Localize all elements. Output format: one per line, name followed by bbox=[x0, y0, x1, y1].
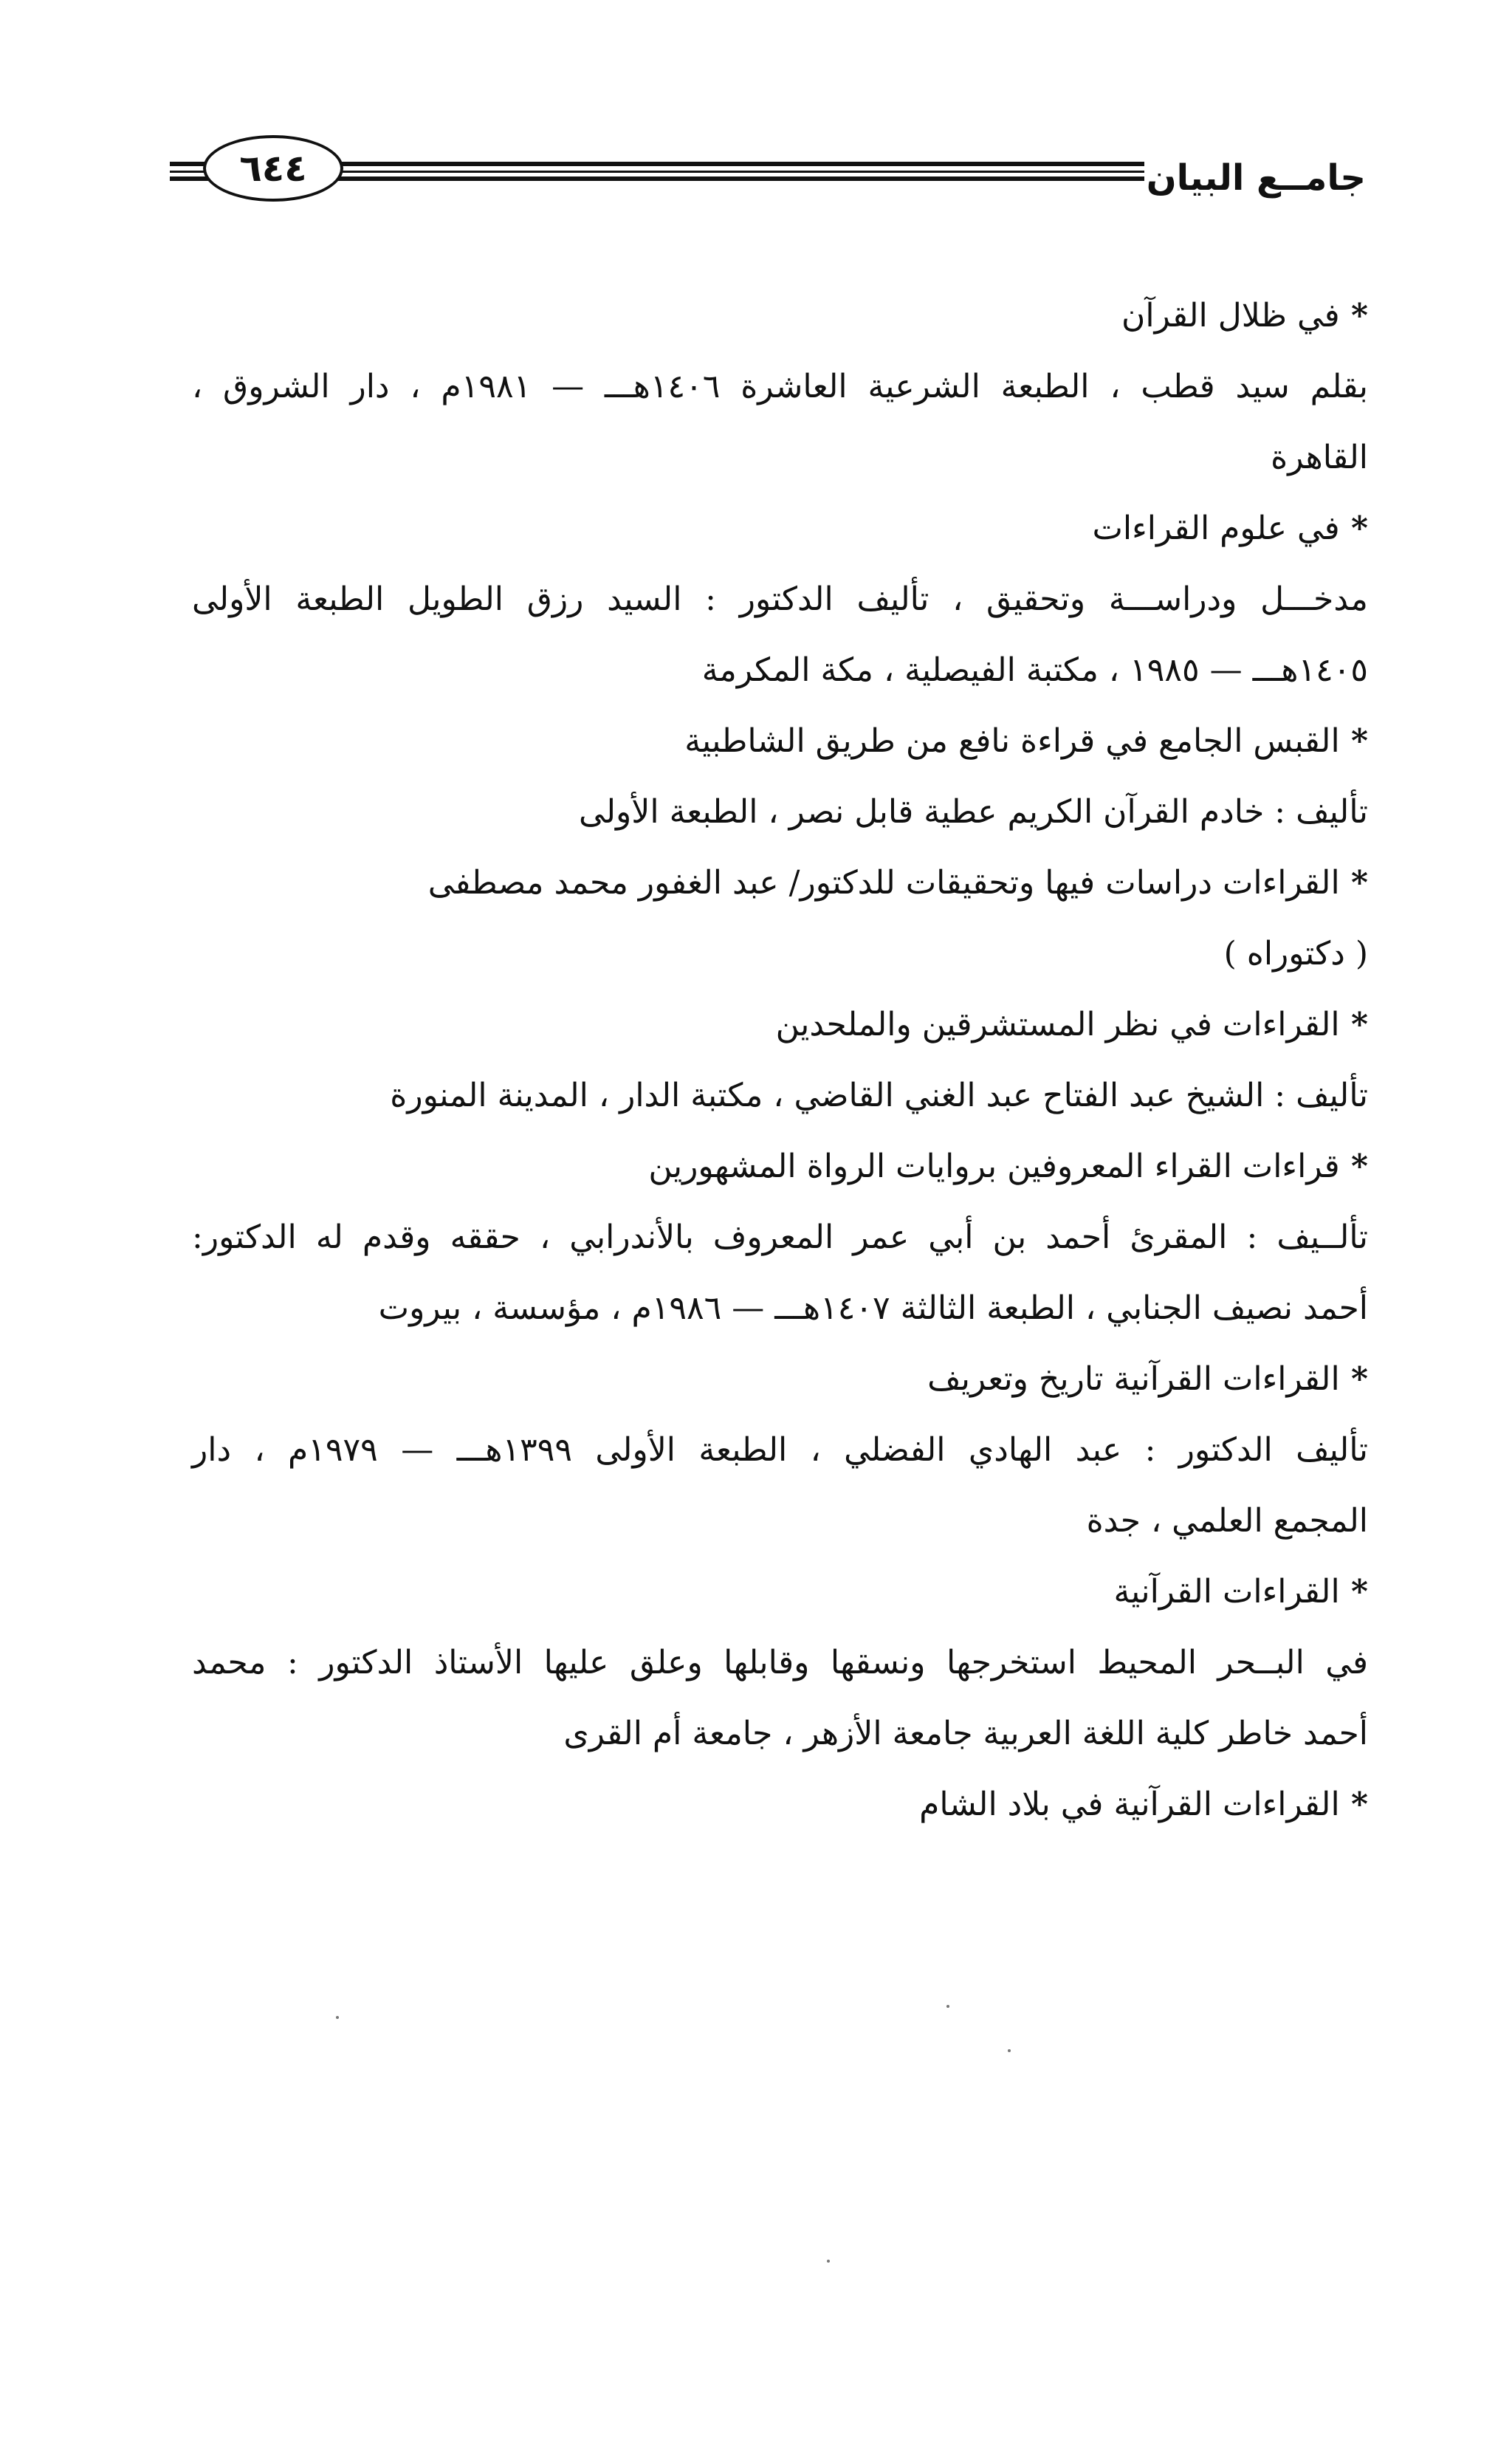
running-header bbox=[170, 129, 1366, 210]
page-number: ٦٤٤ bbox=[239, 147, 307, 190]
entry-title: * في ظلال القرآن bbox=[192, 281, 1368, 352]
entry-title: * في علوم القراءات bbox=[192, 493, 1368, 564]
entry-title: * القراءات في نظر المستشرقين والملحدين bbox=[192, 990, 1368, 1060]
entry-detail: تأليف : خادم القرآن الكريم عطية قابل نصر ، الطبعة الأولى bbox=[578, 793, 1368, 831]
scan-speck bbox=[1008, 2049, 1011, 2052]
bibliography-list bbox=[192, 281, 1368, 1840]
entry-detail: القاهرة bbox=[1271, 439, 1368, 476]
entry-title: * قراءات القراء المعروفين بروايات الرواة المشهورين bbox=[192, 1131, 1368, 1202]
scan-speck bbox=[946, 2005, 949, 2008]
entry-detail: تأليف : الشيخ عبد الفتاح عبد الغني القاضي ، مكتبة الدار ، المدينة المنورة bbox=[390, 1077, 1368, 1114]
book-title: جامــع البيان bbox=[1146, 157, 1366, 199]
entry-detail: في البــحر المحيط استخرجها ونسقها وقابلها وعلق عليها الأستاذ الدكتور : محمد bbox=[192, 1644, 1368, 1681]
entry-title: * القراءات القرآنية bbox=[192, 1557, 1368, 1628]
entry-detail: مدخـــل ودراســـة وتحقيق ، تأليف الدكتور : السيد رزق الطويل الطبعة الأولى bbox=[192, 580, 1368, 618]
entry-detail: المجمع العلمي ، جدة bbox=[1086, 1502, 1368, 1540]
entry-detail: تألــيف : المقرئ أحمد بن أبي عمر المعروف بالأندرابي ، حققه وقدم له الدكتور: bbox=[192, 1218, 1368, 1256]
entry-detail: تأليف الدكتور : عبد الهادي الفضلي ، الطبعة الأولى ١٣٩٩هـــ — ١٩٧٩م ، دار bbox=[192, 1431, 1368, 1469]
entry-title: * القراءات دراسات فيها وتحقيقات للدكتور/ عبد الغفور محمد مصطفى bbox=[192, 848, 1368, 919]
entry-detail: بقلم سيد قطب ، الطبعة الشرعية العاشرة ١٤٠٦هـــ — ١٩٨١م ، دار الشروق ، bbox=[192, 368, 1369, 405]
entry-detail: ١٤٠٥هـــ — ١٩٨٥ ، مكتبة الفيصلية ، مكة المكرمة bbox=[701, 651, 1368, 689]
entry-title: * القراءات القرآنية تاريخ وتعريف bbox=[192, 1344, 1368, 1415]
entry-detail: أحمد خاطر كلية اللغة العربية جامعة الأزهر ، جامعة أم القرى bbox=[563, 1715, 1368, 1752]
entry-title: * القبس الجامع في قراءة نافع من طريق الشاطبية bbox=[192, 706, 1368, 777]
entry-title: * القراءات القرآنية في بلاد الشام bbox=[192, 1769, 1368, 1840]
page-number-frame bbox=[203, 135, 343, 202]
scan-speck bbox=[336, 2016, 339, 2019]
scan-speck bbox=[827, 2260, 830, 2263]
entry-detail: ( دكتوراه ) bbox=[1223, 935, 1368, 973]
entry-detail: أحمد نصيف الجنابي ، الطبعة الثالثة ١٤٠٧هـــ — ١٩٨٦م ، مؤسسة ، بيروت bbox=[378, 1289, 1368, 1327]
